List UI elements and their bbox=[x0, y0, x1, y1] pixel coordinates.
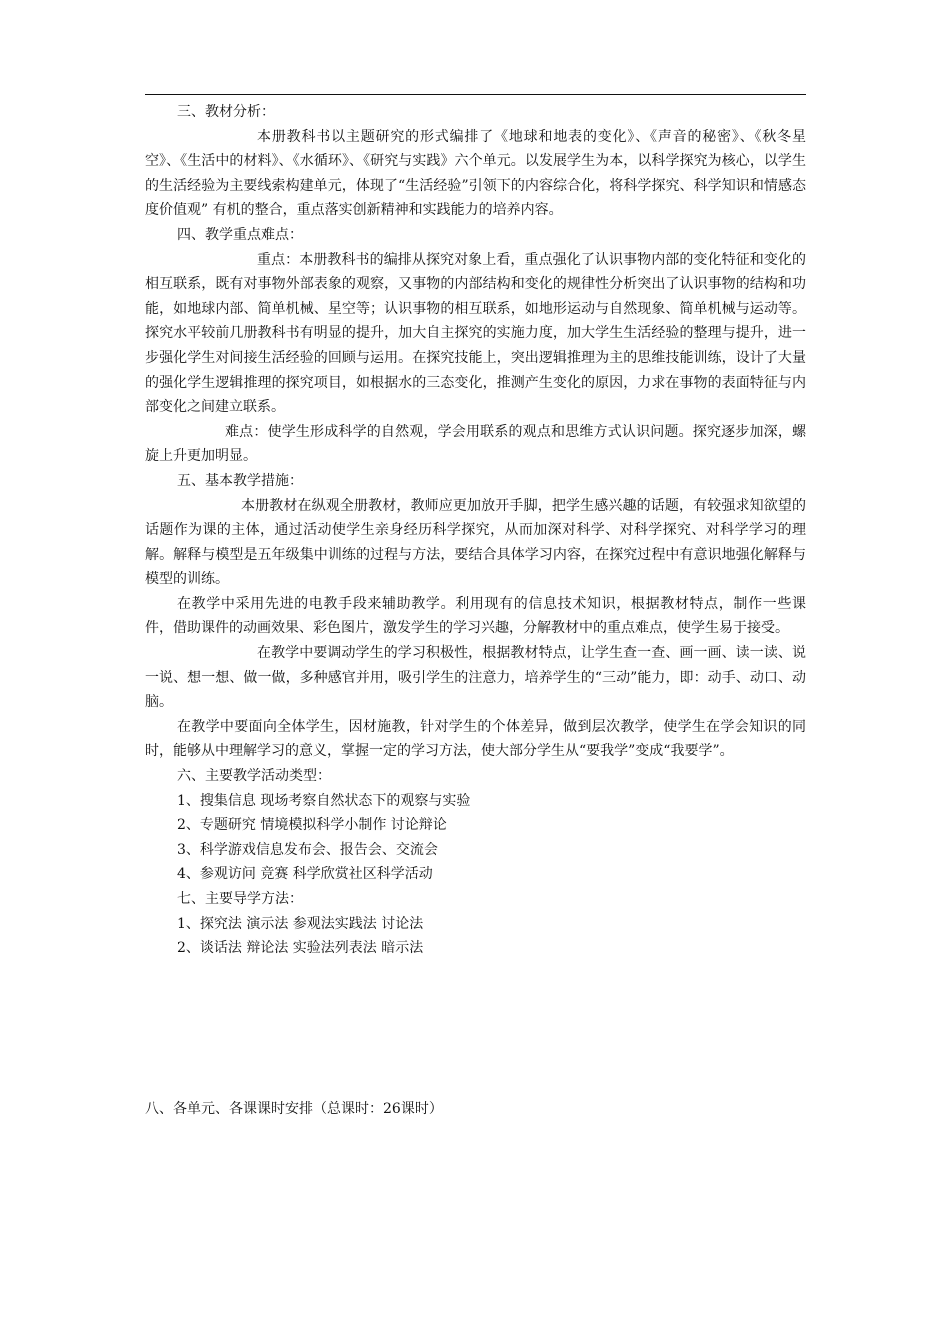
header-rule bbox=[145, 94, 806, 95]
section-8-heading: 八、各单元、各课课时安排（总课时：26课时） bbox=[145, 1101, 443, 1117]
section-4-heading: 四、教学重点难点： bbox=[177, 226, 303, 243]
section-7-list-item: 2、谈话法 辩论法 实验法列表法 暗示法 bbox=[177, 940, 424, 957]
section-6-list-item: 4、参观访问 竞赛 科学欣赏社区科学活动 bbox=[177, 866, 433, 883]
section-6-list-item: 3、科学游戏信息发布会、报告会、交流会 bbox=[177, 841, 438, 858]
section-5-paragraph-2: 在教学中采用先进的电教手段来辅助教学。利用现有的信息技术知识，根据教材特点，制作一些课件，借助课件的动画效果、彩色图片，激发学生的学习兴趣，分解教材中的重点难点，使学生易于接受。 bbox=[145, 595, 806, 637]
section-6-list-item: 2、专题研究 情境模拟科学小制作 讨论辩论 bbox=[177, 817, 447, 834]
document-body bbox=[145, 100, 806, 961]
section-6-list-item: 1、搜集信息 现场考察自然状态下的观察与实验 bbox=[177, 792, 471, 809]
section-6-heading: 六、主要教学活动类型： bbox=[177, 768, 331, 785]
section-7-heading: 七、主要导学方法： bbox=[177, 891, 303, 907]
section-3-heading: 三、教材分析： bbox=[177, 104, 275, 120]
section-4-difficult-points: 难点：使学生形成科学的自然观，学会用联系的观点和思维方式认识问题。探究逐步加深，螺旋上升更加明显。 bbox=[145, 423, 806, 465]
section-5-paragraph-1: 本册教材在纵观全册教材，教师应更加放开手脚，把学生感兴趣的话题，有较强求知欲望的话题作为课的主体，通过活动使学生亲身经历科学探究，从而加深对科学、对科学探究、对科学学习的理解。解释与模型是五年级集中训练的过程与方法，要结合具体学习内容，在探究过程中有意识地强化解释与模型的训练。 bbox=[145, 497, 806, 588]
section-4-key-points: 重点：本册教科书的编排从探究对象上看，重点强化了认识事物内部的变化特征和变化的相互联系，既有对事物外部表象的观察，又事物的内部结构和变化的规律性分析突出了认识事物的结构和功能，如地球内部、简单机械、星空等；认识事物的相互联系，如地形运动与自然现象、简单机械与运动等。探究水平较前几册教科书有明显的提升，加大自主探究的实施力度，加大学生生活经验的整理与提升，进一步强化学生对间接生活经验的回顾与运用。在探究技能上，突出逻辑推理为主的思维技能训练，设计了大量的强化学生逻辑推理的探究项目，如根据水的三态变化，推测产生变化的原因，力求在事物的表面特征与内部变化之间建立联系。 bbox=[145, 251, 806, 416]
section-7-list-item: 1、探究法 演示法 参观法实践法 讨论法 bbox=[177, 915, 424, 932]
section-3-paragraph: 本册教科书以主题研究的形式编排了《地球和地表的变化》、《声音的秘密》、《秋冬星空》、《生活中的材料》、《水循环》、《研究与实践》六个单元。以发展学生为本，以科学探究为核心，以学生的生活经验为主要线索构建单元，体现了“生活经验”引领下的内容综合化，将科学探究、科学知识和情感态度价值观” 有机的整合，重点落实创新精神和实践能力的培养内容。 bbox=[145, 128, 806, 219]
section-5-paragraph-3: 在教学中要调动学生的学习积极性，根据教材特点，让学生查一查、画一画、读一读、说一说、想一想、做一做，多种感官并用，吸引学生的注意力，培养学生的“三动”能力，即：动手、动口、动脑。 bbox=[145, 645, 806, 711]
section-5-heading: 五、基本教学措施： bbox=[177, 472, 303, 489]
section-5-paragraph-4: 在教学中要面向全体学生，因材施教，针对学生的个体差异，做到层次教学，使学生在学会知识的同时，能够从中理解学习的意义，掌握一定的学习方法，使大部分学生从“要我学”变成“我要学”。 bbox=[145, 718, 806, 760]
